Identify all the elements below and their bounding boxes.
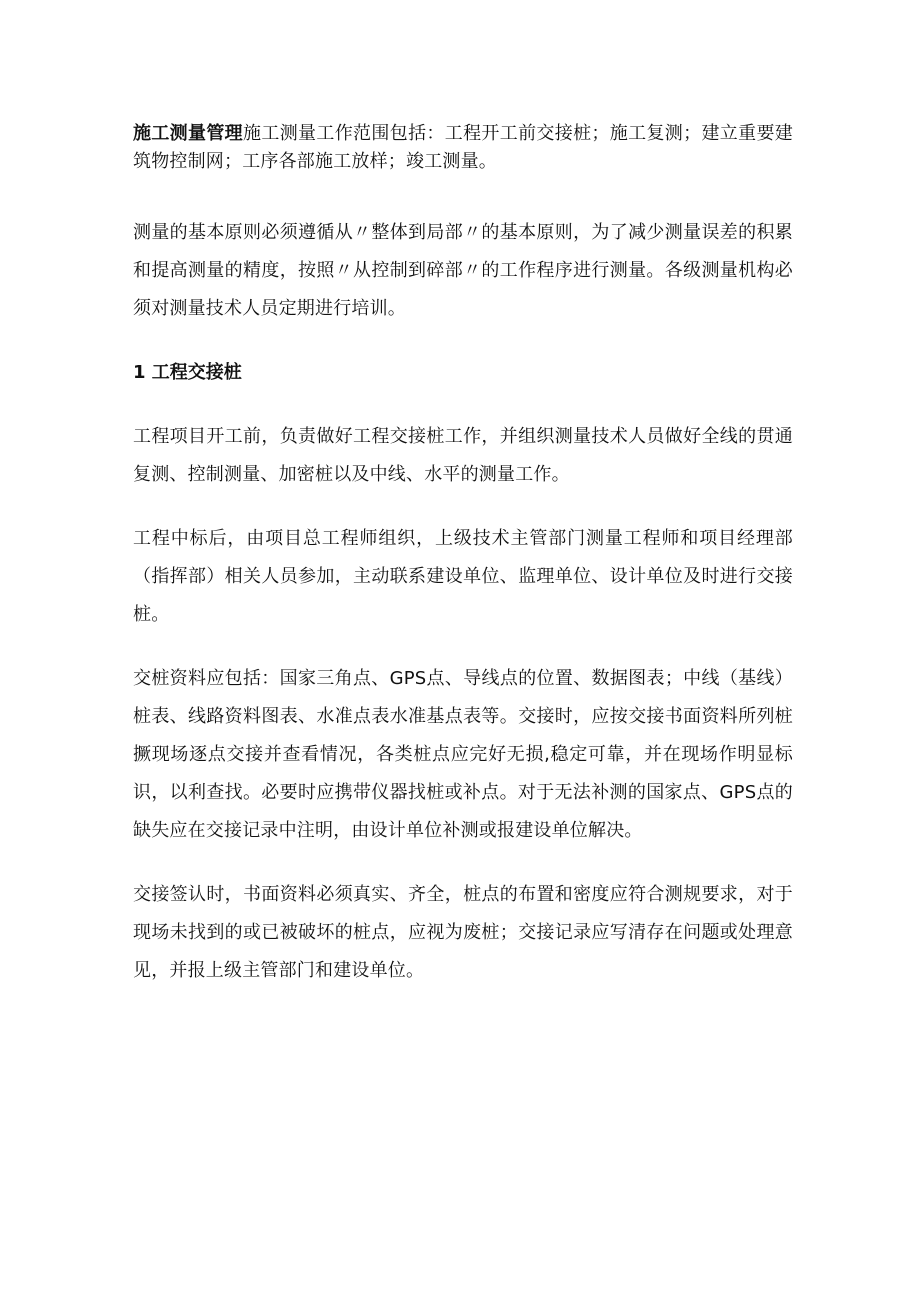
paragraph-handover-after-bid: 工程中标后，由项目总工程师组织，上级技术主管部门测量工程师和项目经理部（指挥部）相关人员参加，主动联系建设单位、监理单位、设计单位及时进行交接桩。 [133,528,793,625]
intro-bold-title: 施工测量管理 [133,123,244,144]
principle-paragraph: 测量的基本原则必须遵循从〃整体到局部〃的基本原则，为了减少测量误差的积累和提高测量的精度，按照〃从控制到碎部〃的工作程序进行测量。各级测量机构必须对测量技术人员定期进行培训。 [133,222,793,319]
paragraph-handover-before-start: 工程项目开工前，负责做好工程交接桩工作，并组织测量技术人员做好全线的贯通复测、控制测量、加密桩以及中线、水平的测量工作。 [133,426,793,485]
paragraph-handover-materials: 交桩资料应包括：国家三角点、GPS点、导线点的位置、数据图表；中线（基线）桩表、线路资料图表、水准点表水准基点表等。交接时，应按交接书面资料所列桩撅现场逐点交接并查看情况，各类桩点应完好无损,稳定可靠，并在现场作明显标识，以利查找。必要时应携带仪器找桩或补点。对于无法补测的国家点、GPS点的缺失应在交接记录中注明，由设计单位补测或报建设单位解决。 [133,668,793,841]
document-body [133,120,793,990]
section-heading: 1 工程交接桩 [133,362,242,383]
intro-paragraph [133,120,793,176]
intro-text: 施工测量工作范围包括：工程开工前交接桩；施工复测；建立重要建筑物控制网；工序各部施工放样；竣工测量。 [133,123,794,172]
paragraph-handover-signoff: 交接签认时，书面资料必须真实、齐全，桩点的布置和密度应符合测规要求，对于现场未找到的或已被破坏的桩点，应视为废桩；交接记录应写清存在问题或处理意见，并报上级主管部门和建设单位。 [133,884,793,981]
